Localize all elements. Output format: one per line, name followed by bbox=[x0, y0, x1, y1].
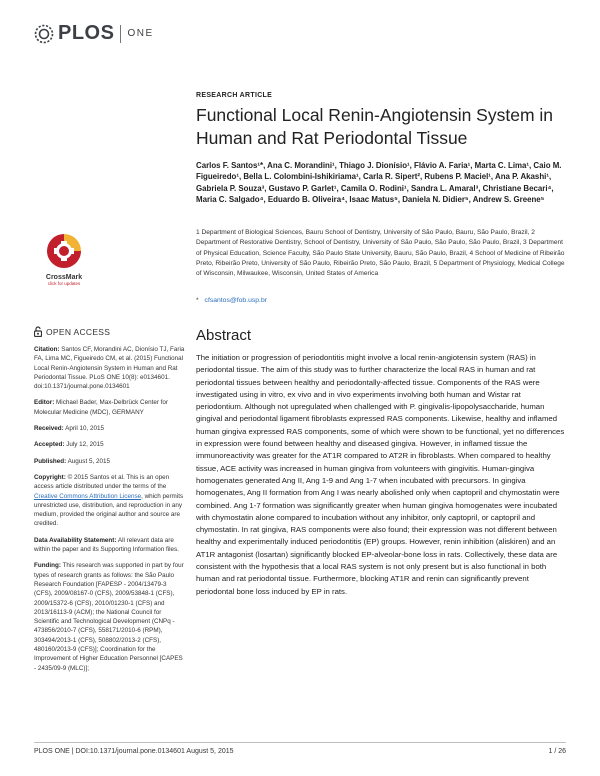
article-title: Functional Local Renin-Angiotensin System in Human and Rat Periodontal Tissue bbox=[196, 105, 553, 148]
copyright-label: Copyright: bbox=[34, 473, 66, 481]
abstract-text: The initiation or progression of periodontitis might involve a local renin-angiotensin system (RAS) in periodontal tissue. The aim of this study was to further characterize the local RAS in human and rat periodontal tissues between healthy and periodontally-affected tissue. Components of the RAS were investigated using in vitro, ex vivo and in vivo experiments involving both human and Wistar rat periodontium. Although not upregulated when challenged with P. gingivalis-lipopolysaccharide, human gingival and periodontal ligament fibroblasts expressed RAS components. Likewise, healthy and inflamed human gingiva expressed RAS components, some of which were shown to be functional, yet no differences in expression were found between healthy and diseased gingiva. However, in inflamed tissue the immunoreactivity was greater for the AT1R compared to AT2R in fibroblasts. When compared to healthy tissue, ACE activity was increased in human gingiva from volunteers with gingivitis. Human-gingiva homogenates generated Ang II, Ang 1-9 and Ang 1-7 when incubated with precursors. In gingiva homogenates, Ang II formation from Ang I was nearly abolished only when captopril and chymostatin were combined. Ang 1-7 formation was significantly greater when human gingiva homogenates were incubated with chymostatin alone compared to incubation without any inhibitor, only captopril, or captopril and chymostatin. In rat gingiva, RAS components were also found; their expression was not different between healthy and experimentally induced periodontitis (EP) groups. However, renin inhibition (aliskiren) and an AT1R antagonist (losartan) significantly blocked EP-alveolar-bone loss in rats. Collectively, these data are consistent with the hypothesis that a local RAS system is not only present but is also functional in both human and rat periodontal tissue. Furthermore, blocking AT1R and renin can significantly prevent periodontal bone loss induced by EP in rats. bbox=[196, 353, 565, 596]
journal-name: ONE bbox=[127, 28, 154, 39]
plos-logo-icon bbox=[34, 24, 54, 44]
affiliations: 1 Department of Biological Sciences, Bauru School of Dentistry, University of São Paulo, Bauru, São Paulo, Brazil, 2 Department of Restorative Dentistry, School of Dentistry, University of São Paulo, São Paulo, São Paulo, Brazil, 3 Department of Physical Education, Science Faculty, São Paulo State University, Bauru, São Paulo, Brazil, 4 School of Medicine of Ribeirão Preto, Ribeirão Preto, University of São Paulo, Ribeirão Preto, São Paulo, Brazil, 5 Department of Physiology, Medical College of Wisconsin, Milwaukee, Wisconsin, United States of America bbox=[196, 229, 565, 278]
data-availability-text: All relevant data are within the paper and its Supporting Information files. bbox=[34, 536, 179, 554]
data-availability-label: Data Availability Statement: bbox=[34, 536, 117, 544]
article-sidebar bbox=[34, 345, 186, 680]
author-list: Carlos F. Santos¹*, Ana C. Morandini¹, Thiago J. Dionísio¹, Flávio A. Faria¹, Marta C. Lima¹, Caio M. Figueiredo¹, Bella L. Colombini-Ishikiriama¹, Carla R. Sipert², Rubens P. Maciel¹, Ana P. Akashi¹, Gabriela P. Souza³, Gustavo P. Garlet¹, Camila O. Rodini¹, Sandra L. Amaral³, Christiane Becari⁴, Maria C. Salgado⁴, Eduardo B. Oliveira⁴, Isaac Matus⁵, Daniela N. Didier⁵, Andrew S. Greene⁵ bbox=[196, 161, 562, 204]
open-access-badge bbox=[34, 326, 110, 337]
editor-label: Editor: bbox=[34, 399, 55, 407]
crossmark-icon bbox=[41, 232, 87, 268]
copyright-text-b: , which permits unrestricted use, distribution, and reproduction in any medium, provided the original author and source are credited. bbox=[34, 492, 184, 528]
article-type: RESEARCH ARTICLE bbox=[196, 92, 273, 99]
open-lock-icon bbox=[34, 326, 42, 337]
page-footer bbox=[34, 742, 566, 755]
published-date: August 5, 2015 bbox=[67, 457, 110, 465]
published-label: Published: bbox=[34, 457, 67, 465]
page-number: 1 / 26 bbox=[548, 748, 566, 755]
publisher-name: PLOS bbox=[58, 22, 115, 44]
crossmark-label: CrossMark bbox=[45, 274, 83, 281]
abstract-heading: Abstract bbox=[196, 327, 252, 344]
funding-block bbox=[34, 561, 186, 673]
crossmark-sublabel: click for updates bbox=[47, 281, 81, 286]
received-date: April 10, 2015 bbox=[65, 425, 105, 433]
footer-citation: PLOS ONE | DOI:10.1371/journal.pone.0134601 August 5, 2015 bbox=[34, 748, 234, 755]
plos-logo[interactable] bbox=[34, 22, 154, 45]
copyright-text-a: © 2015 Santos et al. This is an open access article distributed under the terms of the bbox=[34, 473, 170, 491]
cc-license-link[interactable]: Creative Commons Attribution License bbox=[34, 492, 142, 500]
citation-label: Citation: bbox=[34, 346, 60, 353]
crossmark-badge[interactable] bbox=[34, 232, 94, 286]
citation-text: Santos CF, Morandini AC, Dionísio TJ, Faria FA, Lima MC, Figueiredo CM, et al. (2015) Functional Local Renin-Angiotensin System in Human and Rat Periodontal Tissue. PLoS ONE 10(8): e0134601. doi:10.1371/journal.pone.0134601 bbox=[34, 346, 185, 391]
received-label: Received: bbox=[34, 425, 64, 433]
accepted-date: July 12, 2015 bbox=[66, 441, 104, 449]
corresponding-email bbox=[196, 297, 267, 304]
published-block bbox=[34, 457, 186, 466]
copyright-block bbox=[34, 473, 186, 529]
data-availability-block bbox=[34, 536, 186, 555]
accepted-label: Accepted: bbox=[34, 441, 65, 449]
funding-text: This research was supported in part by four types of research grants as follows: the São Paulo Research Foundation [FAPESP - 2004/13479-3 (CFS), 2009/08167-0 (CFS), 2009/53848-1 (CFS), 2009/15372-6 (CFS), 2010/01230-1 (CFS) and 2013/16113-9 (ACM); the National Council for Scientific and Technological Development (CNPq - 473856/2010-7 (CFS), 558171/2010-6 (RPM), 303494/2013-1 (CFS), 508802/2013-2 (CFS), 480160/2013-9 (CFS)]; Coordination for the Improvement of Higher Education Personnel [CAPES - 2435/09-9 (MLC)]; bbox=[34, 562, 184, 672]
open-access-label: OPEN ACCESS bbox=[46, 326, 111, 337]
email-link[interactable]: cfsantos@fob.usp.br bbox=[204, 297, 267, 304]
funding-label: Funding: bbox=[34, 562, 61, 570]
received-block bbox=[34, 424, 186, 433]
editor-block bbox=[34, 398, 186, 417]
citation-block bbox=[34, 345, 186, 391]
logo-divider bbox=[120, 25, 121, 43]
corresponding-marker: * bbox=[196, 297, 199, 304]
accepted-block bbox=[34, 440, 186, 449]
editor-text: Michael Bader, Max-Delbrück Center for Molecular Medicine (MDC), GERMANY bbox=[34, 399, 169, 416]
